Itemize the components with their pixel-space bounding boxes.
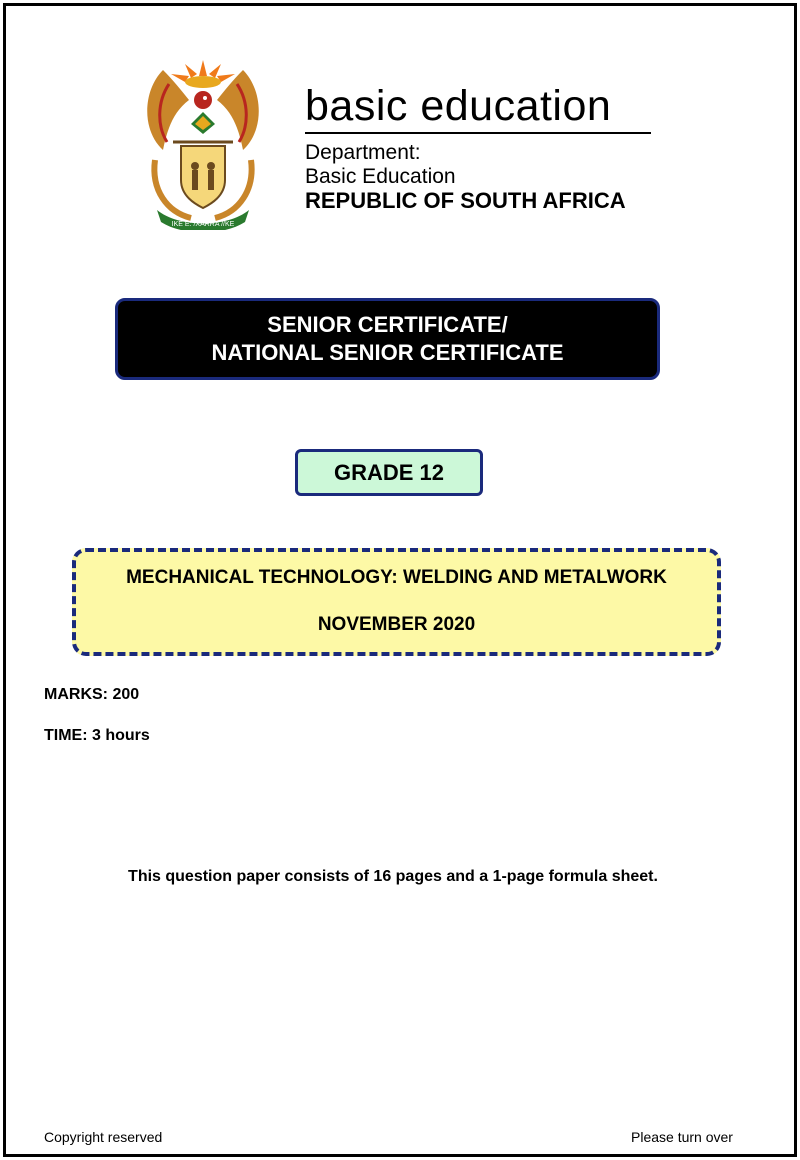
certificate-line-2: NATIONAL SENIOR CERTIFICATE bbox=[211, 340, 564, 365]
coat-of-arms-icon bbox=[133, 50, 273, 230]
turn-over-footer: Please turn over bbox=[631, 1129, 733, 1145]
subject-box bbox=[72, 548, 721, 656]
department-label: Department: bbox=[305, 141, 421, 164]
certificate-line-1: SENIOR CERTIFICATE/ bbox=[267, 312, 508, 337]
brand-rule bbox=[305, 132, 651, 134]
country-name: REPUBLIC OF SOUTH AFRICA bbox=[305, 188, 626, 213]
motto-text: IKE E: /XARRA //KE bbox=[171, 221, 235, 228]
copyright-footer: Copyright reserved bbox=[44, 1129, 163, 1145]
certificate-banner bbox=[115, 298, 660, 380]
department-name: Basic Education bbox=[305, 165, 456, 188]
exam-session: NOVEMBER 2020 bbox=[317, 614, 476, 635]
brand-title: basic education bbox=[305, 82, 612, 130]
subject-title: MECHANICAL TECHNOLOGY: WELDING AND METALWORK bbox=[126, 567, 667, 588]
grade-badge: GRADE 12 bbox=[295, 449, 483, 496]
page-count-note: This question paper consists of 16 pages and a 1-page formula sheet. bbox=[128, 868, 658, 885]
marks-info: MARKS: 200 bbox=[44, 686, 140, 703]
time-info: TIME: 3 hours bbox=[44, 727, 150, 744]
